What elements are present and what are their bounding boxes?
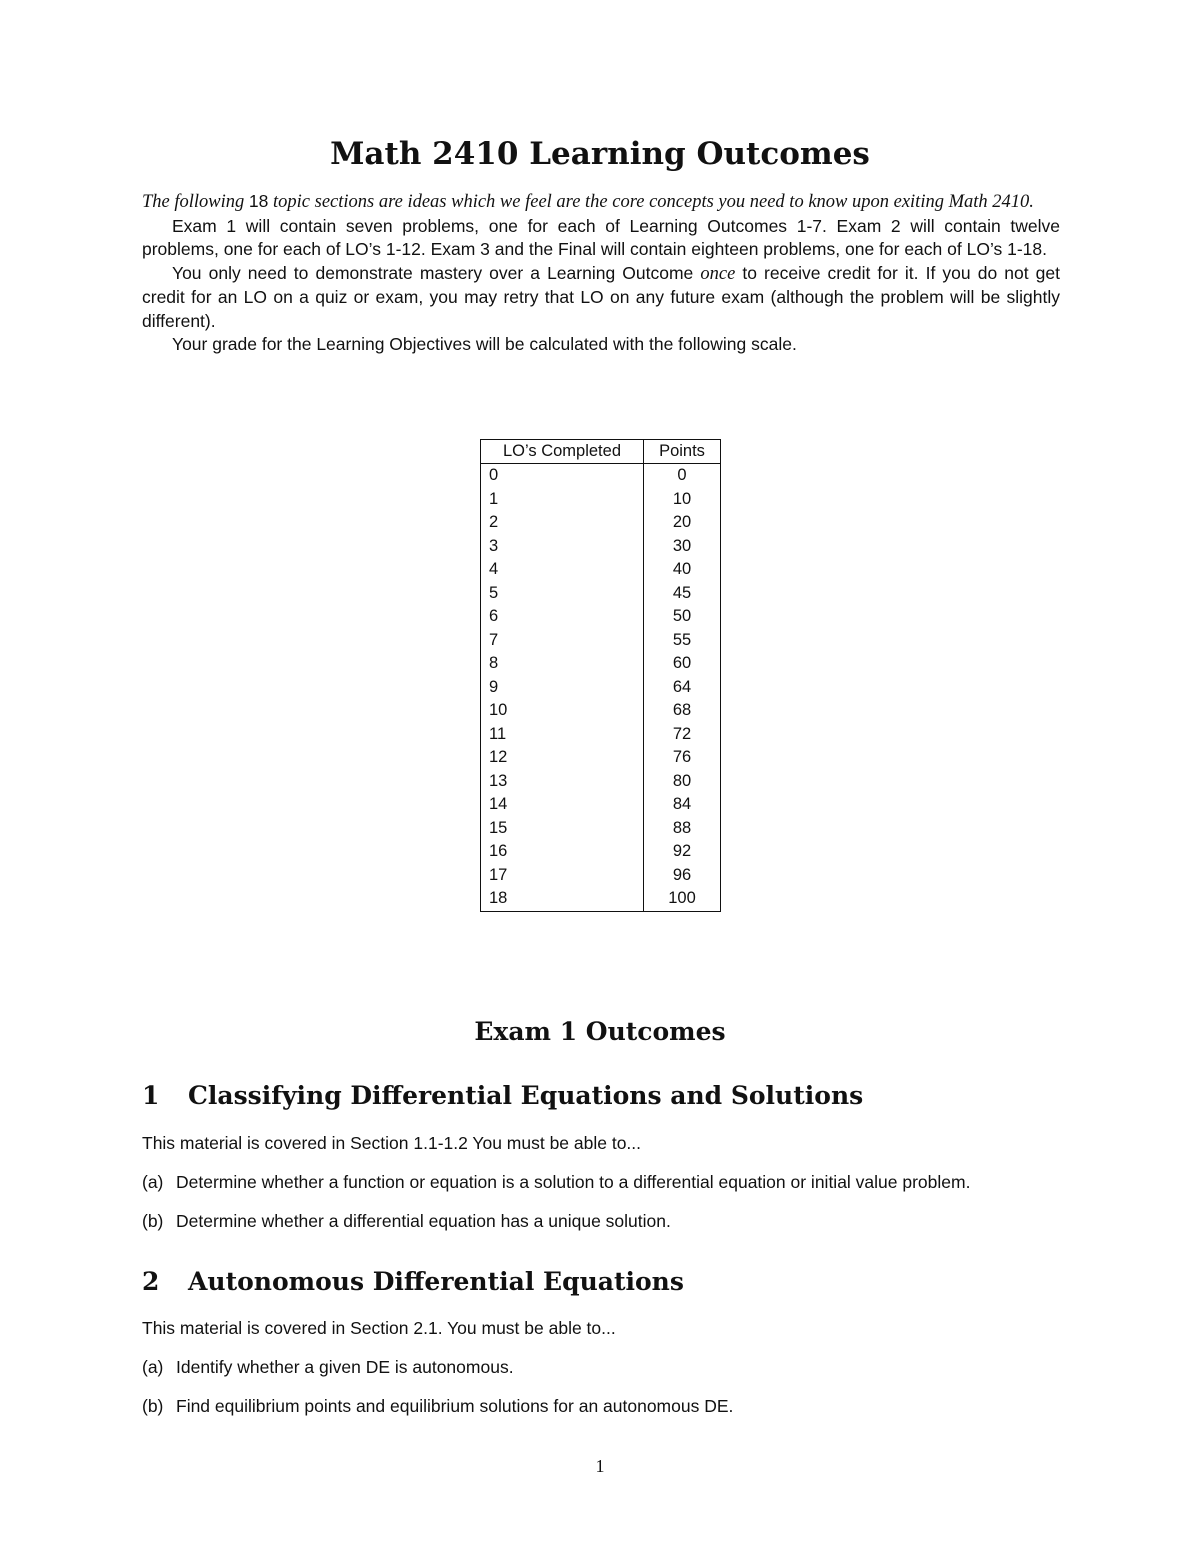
table-row <box>481 582 721 606</box>
intro-section <box>142 190 1060 357</box>
points-cell: 68 <box>672 701 692 719</box>
section-2-title: Autonomous Differential Equations <box>188 1267 684 1296</box>
points-cell: 30 <box>672 536 692 555</box>
section-2-item-b <box>142 1394 733 1418</box>
table-row <box>481 464 721 488</box>
table-row <box>481 629 721 653</box>
item-marker: (a) <box>142 1357 164 1377</box>
los-cell: 2 <box>481 511 644 535</box>
section-1-item-b <box>142 1209 671 1233</box>
table-header-row <box>481 440 721 464</box>
table-row <box>481 840 721 864</box>
grade-scale-table <box>480 439 721 912</box>
los-cell: 17 <box>481 864 644 888</box>
intro-lead-number: 18 <box>248 191 269 211</box>
mastery-part2: to receive credit for it. If you do not get credit for an LO on a quiz or exam, you may retry that LO on any future exam (although the problem will be slightly different). <box>142 262 1060 331</box>
intro-lead-part1: The following <box>142 192 249 212</box>
los-cell: 12 <box>481 746 644 770</box>
los-cell: 6 <box>481 605 644 629</box>
points-cell: 0 <box>677 466 687 484</box>
section-1-title: Classifying Differential Equations and Solutions <box>188 1081 864 1110</box>
los-cell: 4 <box>481 558 644 582</box>
header-los-completed: LO’s Completed <box>481 440 644 464</box>
item-marker: (b) <box>142 1396 164 1416</box>
item-marker: (b) <box>142 1211 164 1231</box>
los-cell: 3 <box>481 535 644 559</box>
intro-lead-part2: topic sections are ideas which we feel are the core concepts you need to know upon exiting Math 2410. <box>268 192 1034 212</box>
table-row <box>481 605 721 629</box>
section-2-item-a <box>142 1355 514 1379</box>
page-number: 1 <box>595 1456 605 1476</box>
points-cell: 20 <box>672 513 692 531</box>
item-text: Determine whether a differential equation has a unique solution. <box>176 1211 671 1231</box>
exam1-heading: Exam 1 Outcomes <box>474 1017 726 1046</box>
item-marker: (a) <box>142 1172 164 1192</box>
table-row <box>481 488 721 512</box>
points-cell: 76 <box>672 748 692 766</box>
section-1-heading <box>142 1078 863 1114</box>
section-1-number: 1 <box>142 1081 160 1110</box>
points-cell: 64 <box>672 677 692 696</box>
los-cell: 15 <box>481 817 644 841</box>
table-row <box>481 864 721 888</box>
header-points: Points <box>644 440 721 464</box>
section-1-item-a <box>142 1170 970 1194</box>
points-cell: 84 <box>672 795 692 813</box>
points-cell: 45 <box>672 583 692 602</box>
section-2-number: 2 <box>142 1267 160 1296</box>
table-row <box>481 887 721 911</box>
table-row <box>481 793 721 817</box>
section-1-intro: This material is covered in Section 1.1-1.2 You must be able to... <box>142 1133 642 1153</box>
exam-info-paragraph: Exam 1 will contain seven problems, one for each of Learning Outcomes 1-7. Exam 2 will contain twelve problems, one for each of LO’s 1-12. Exam 3 and the Final will contain eighteen problems, one for each of LO’s 1-18. <box>142 215 1060 259</box>
table-row <box>481 511 721 535</box>
table-row <box>481 558 721 582</box>
points-cell: 100 <box>668 889 696 907</box>
table-row <box>481 770 721 794</box>
table-row <box>481 535 721 559</box>
table-row <box>481 652 721 676</box>
los-cell: 9 <box>481 676 644 700</box>
los-cell: 10 <box>481 699 644 723</box>
los-cell: 0 <box>481 464 644 488</box>
item-text: Determine whether a function or equation is a solution to a differential equation or initial value problem. <box>176 1172 971 1192</box>
points-cell: 92 <box>672 842 692 860</box>
table-row <box>481 746 721 770</box>
los-cell: 5 <box>481 582 644 606</box>
los-cell: 11 <box>481 723 644 747</box>
mastery-emphasis: once <box>700 263 736 284</box>
item-text: Find equilibrium points and equilibrium solutions for an autonomous DE. <box>176 1396 734 1416</box>
table-row <box>481 676 721 700</box>
mastery-paragraph <box>142 262 1060 334</box>
los-cell: 16 <box>481 840 644 864</box>
points-cell: 80 <box>672 771 692 790</box>
points-cell: 60 <box>672 654 692 672</box>
table-row <box>481 723 721 747</box>
points-cell: 88 <box>672 818 692 837</box>
los-cell: 8 <box>481 652 644 676</box>
points-cell: 50 <box>672 607 692 625</box>
los-cell: 14 <box>481 793 644 817</box>
points-cell: 96 <box>672 865 692 884</box>
table-row <box>481 699 721 723</box>
los-cell: 18 <box>481 887 644 911</box>
los-cell: 7 <box>481 629 644 653</box>
section-2-intro: This material is covered in Section 2.1. You must be able to... <box>142 1318 616 1338</box>
points-cell: 72 <box>672 724 692 743</box>
item-text: Identify whether a given DE is autonomous. <box>176 1357 514 1377</box>
points-cell: 10 <box>672 489 692 508</box>
points-cell: 40 <box>672 560 692 578</box>
table-row <box>481 817 721 841</box>
grade-info-paragraph: Your grade for the Learning Objectives will be calculated with the following scale. <box>172 334 797 354</box>
los-cell: 1 <box>481 488 644 512</box>
points-cell: 55 <box>672 630 692 649</box>
section-2-heading <box>142 1264 684 1300</box>
page-title: Math 2410 Learning Outcomes <box>330 136 870 172</box>
intro-lead-paragraph <box>142 190 1060 215</box>
mastery-part1: You only need to demonstrate mastery over a Learning Outcome <box>172 262 701 283</box>
los-cell: 13 <box>481 770 644 794</box>
